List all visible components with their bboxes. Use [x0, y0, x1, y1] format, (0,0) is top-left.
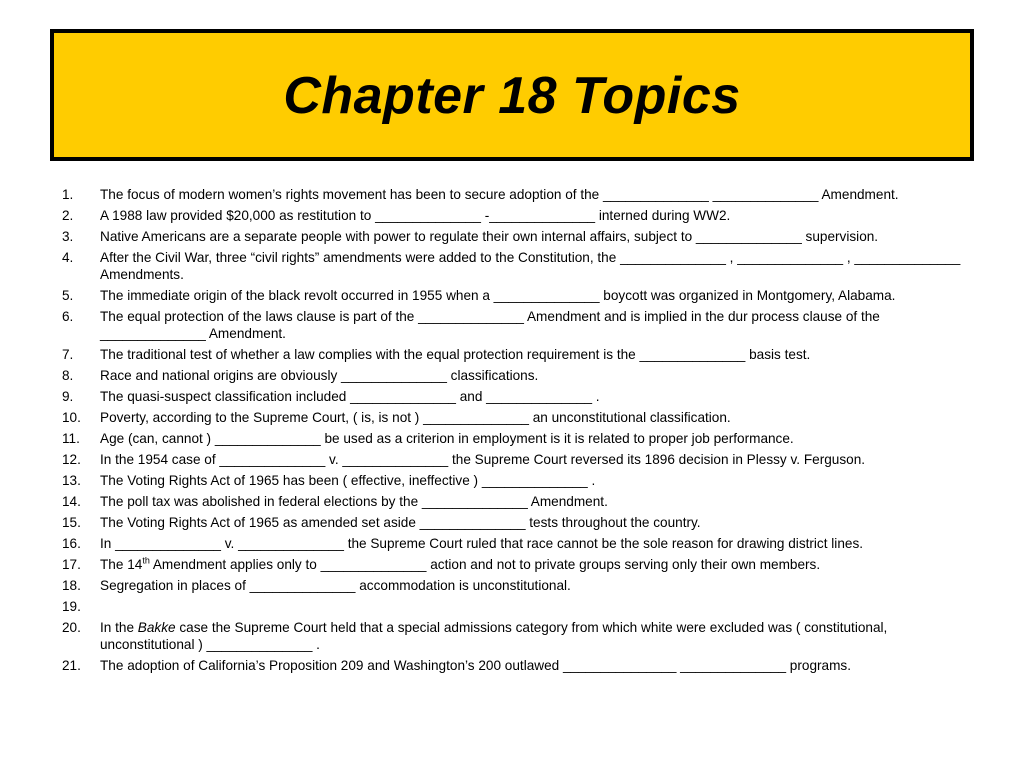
topic-item-6	[62, 308, 982, 342]
topic-text: In ______________ v. ______________ the Supreme Court ruled that race cannot be the sole reason for drawing district lines.	[100, 536, 864, 551]
topic-item-8	[62, 367, 982, 384]
topic-number: 21.	[62, 658, 81, 673]
topic-number: 1.	[62, 187, 74, 202]
topic-text-before: In the	[100, 620, 138, 635]
topic-item-19	[62, 598, 982, 615]
topic-item-9	[62, 388, 982, 405]
topic-item-5	[62, 287, 982, 304]
topic-item-1	[62, 186, 982, 203]
topic-item-10	[62, 409, 982, 426]
topic-text: The traditional test of whether a law complies with the equal protection requirement is the ______________ basis test.	[100, 347, 811, 362]
topic-item-18	[62, 577, 982, 594]
topic-item-17	[62, 556, 982, 573]
topic-number: 17.	[62, 557, 81, 572]
topic-number: 18.	[62, 578, 81, 593]
ordinal-suffix: th	[142, 555, 150, 566]
topic-number: 12.	[62, 452, 81, 467]
topic-text: The Voting Rights Act of 1965 has been ( effective, ineffective ) ______________ .	[100, 473, 596, 488]
topic-number: 8.	[62, 368, 74, 383]
topic-text: The Voting Rights Act of 1965 as amended set aside ______________ tests throughout the country.	[100, 515, 701, 530]
topic-text-before: The 14	[100, 557, 143, 572]
topic-text: After the Civil War, three “civil rights” amendments were added to the Constitution, the ______________ , ______________ , ______________ Amendments.	[100, 250, 961, 282]
topic-text: In the 1954 case of ______________ v. ______________ the Supreme Court reversed its 1896 decision in Plessy v. Ferguson.	[100, 452, 866, 467]
topic-text-after: case the Supreme Court held that a special admissions category from which white were excluded was ( constitutional, unconstitutional ) ______________ .	[100, 620, 888, 652]
topic-number: 15.	[62, 515, 81, 530]
topic-item-14	[62, 493, 982, 510]
topic-number: 6.	[62, 309, 74, 324]
topic-number: 20.	[62, 620, 81, 635]
topic-item-7	[62, 346, 982, 363]
topic-text	[100, 598, 982, 615]
topic-text: The poll tax was abolished in federal elections by the ______________ Amendment.	[100, 494, 608, 509]
topic-text: The equal protection of the laws clause is part of the ______________ Amendment and is implied in the dur process clause of the ______________ Amendment.	[100, 309, 880, 341]
topics-list	[62, 186, 982, 678]
topic-number: 2.	[62, 208, 74, 223]
topic-text: Segregation in places of ______________ accommodation is unconstitutional.	[100, 578, 571, 593]
topic-number: 11.	[62, 431, 80, 446]
topic-text: The adoption of California’s Proposition 209 and Washington’s 200 outlawed _______________ ______________ programs.	[100, 658, 851, 673]
topic-text: Poverty, according to the Supreme Court, ( is, is not ) ______________ an unconstitutional classification.	[100, 410, 731, 425]
topic-item-21	[62, 657, 982, 674]
topic-item-15	[62, 514, 982, 531]
topic-number: 13.	[62, 473, 81, 488]
topic-number: 19.	[62, 599, 81, 614]
topic-number: 3.	[62, 229, 74, 244]
page-title: Chapter 18 Topics	[283, 67, 741, 125]
topic-number: 10.	[62, 410, 81, 425]
topic-number: 14.	[62, 494, 81, 509]
topic-item-11	[62, 430, 982, 447]
topic-text	[100, 556, 982, 573]
topic-text: The focus of modern women’s rights movement has been to secure adoption of the ______________ ______________ Amendment.	[100, 187, 899, 202]
topic-item-20	[62, 619, 982, 653]
topic-item-4	[62, 249, 982, 283]
topic-item-13	[62, 472, 982, 489]
topic-item-3	[62, 228, 982, 245]
topic-text: Race and national origins are obviously ______________ classifications.	[100, 368, 539, 383]
topic-number: 7.	[62, 347, 74, 362]
topic-text: Age (can, cannot ) ______________ be used as a criterion in employment is it is related to proper job performance.	[100, 431, 794, 446]
topic-text	[100, 619, 982, 653]
topic-number: 9.	[62, 389, 74, 404]
topic-number: 5.	[62, 288, 74, 303]
topic-text: Native Americans are a separate people with power to regulate their own internal affairs, subject to ______________ supervision.	[100, 229, 879, 244]
title-banner	[50, 29, 974, 161]
topic-item-12	[62, 451, 982, 468]
topic-item-2	[62, 207, 982, 224]
topic-text: The quasi-suspect classification included ______________ and ______________ .	[100, 389, 600, 404]
topic-text: A 1988 law provided $20,000 as restitution to ______________ -______________ interned during WW2.	[100, 208, 731, 223]
topic-number: 4.	[62, 250, 74, 265]
case-name: Bakke	[137, 620, 176, 635]
topic-item-16	[62, 535, 982, 552]
topic-text-after: Amendment applies only to ______________ action and not to private groups serving only their own members.	[149, 557, 821, 572]
topic-number: 16.	[62, 536, 81, 551]
topic-text: The immediate origin of the black revolt occurred in 1955 when a ______________ boycott was organized in Montgomery, Alabama.	[100, 288, 896, 303]
